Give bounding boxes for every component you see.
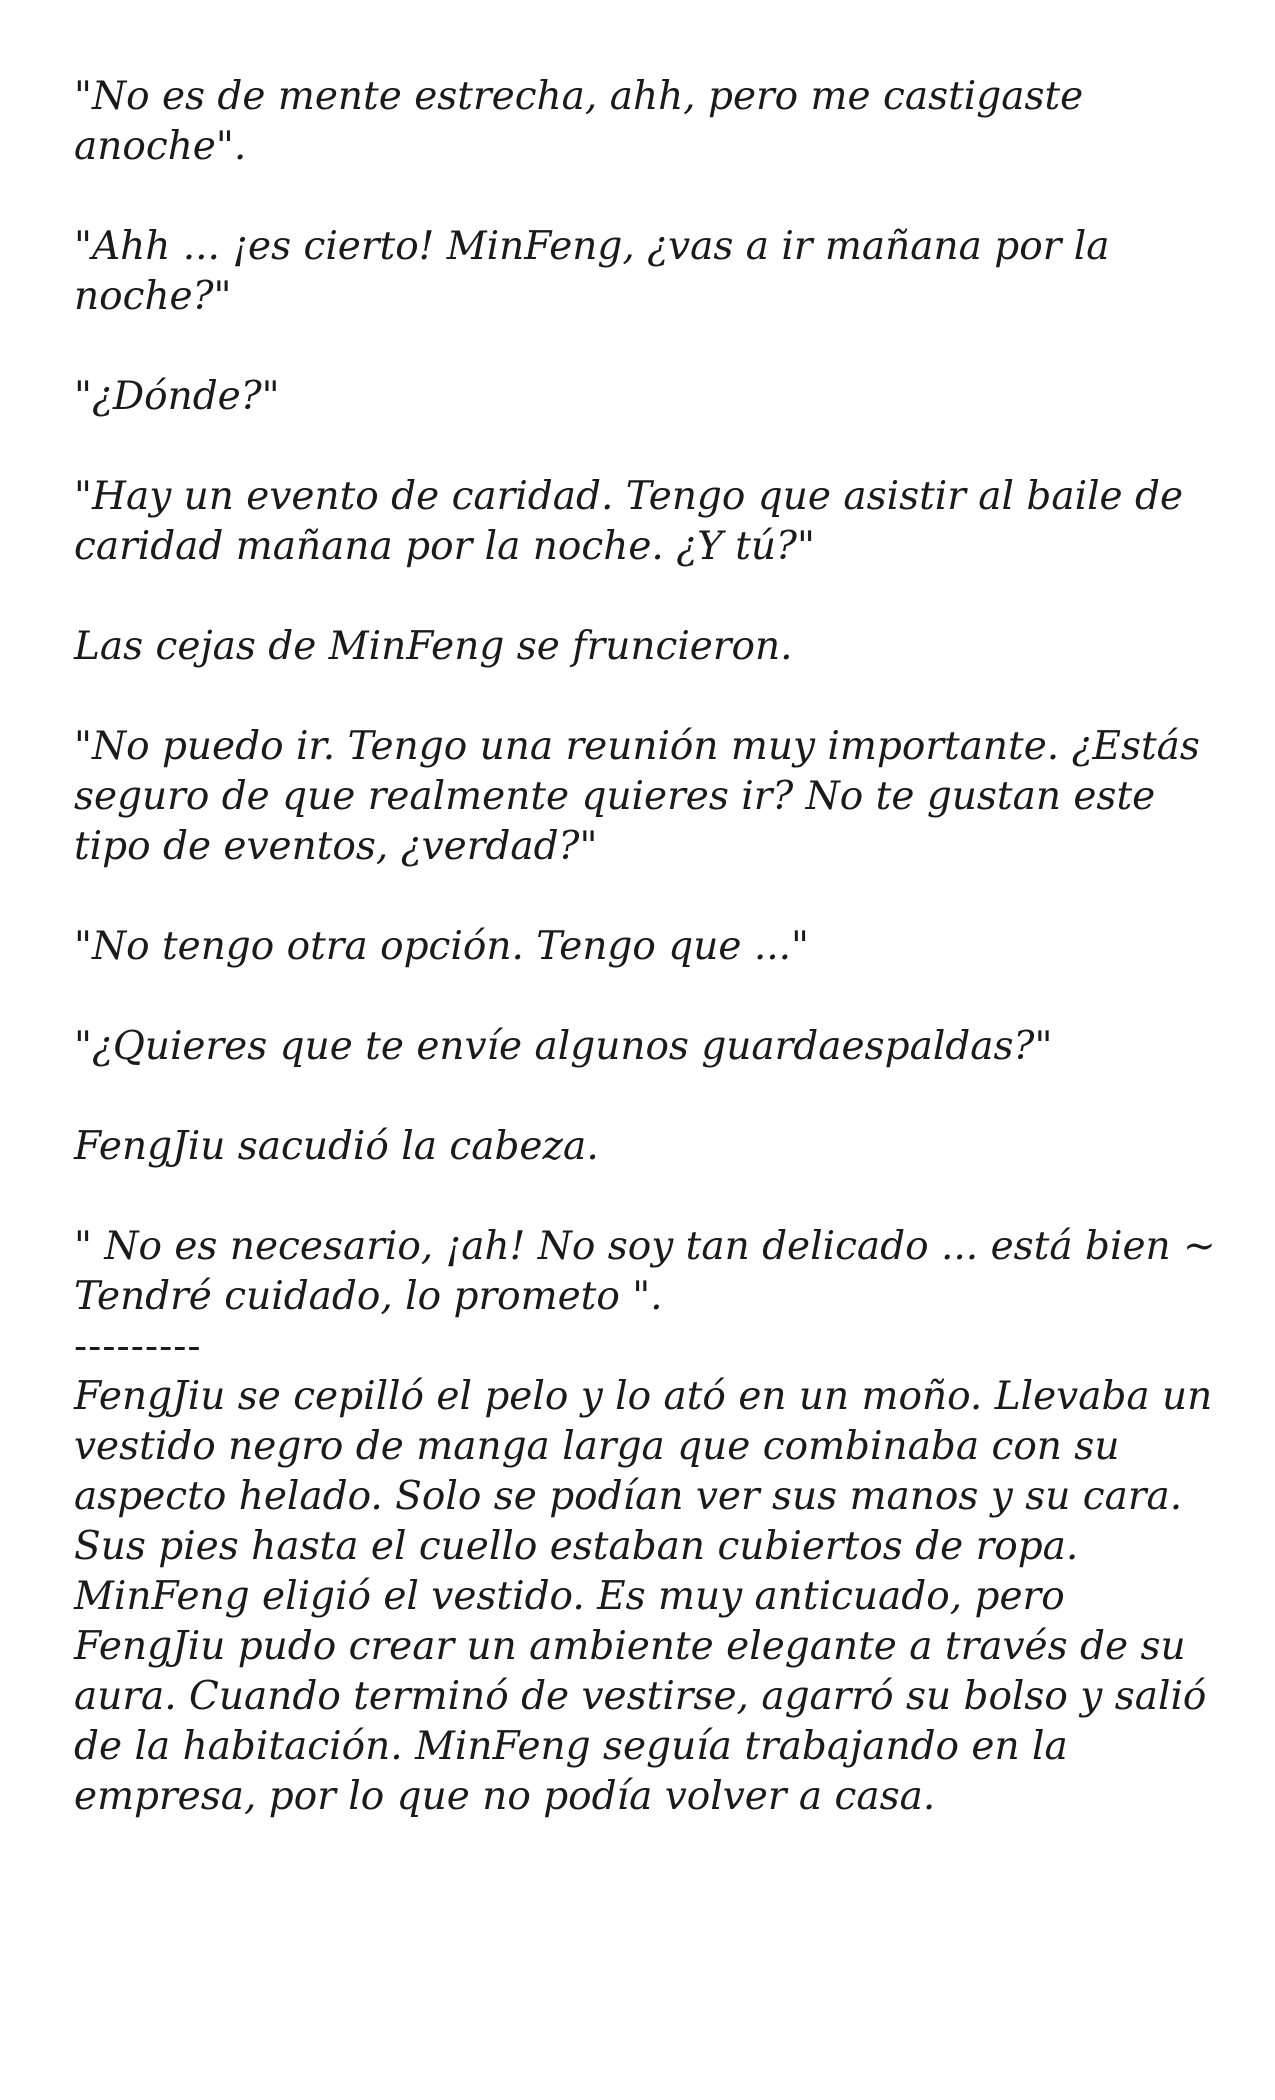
paragraph-10: " No es necesario, ¡ah! No soy tan delicado ... está bien ~ Tendré cuidado, lo prometo ". bbox=[74, 1224, 1216, 1319]
paragraph-3: "¿Dónde?" bbox=[74, 374, 280, 419]
document-page bbox=[74, 72, 1224, 1822]
section-separator: --------- bbox=[74, 1324, 202, 1369]
paragraph-7: "No tengo otra opción. Tengo que ..." bbox=[74, 924, 809, 969]
paragraph-8: "¿Quieres que te envíe algunos guardaespaldas?" bbox=[74, 1024, 1053, 1069]
paragraph-5: Las cejas de MinFeng se fruncieron. bbox=[74, 624, 793, 669]
paragraph-9: FengJiu sacudió la cabeza. bbox=[74, 1124, 599, 1169]
paragraph-1: "No es de mente estrecha, ahh, pero me castigaste anoche". bbox=[74, 74, 1084, 169]
paragraph-6: "No puedo ir. Tengo una reunión muy importante. ¿Estás seguro de que realmente quieres ir? No te gustan este tipo de eventos, ¿verdad?" bbox=[74, 724, 1200, 869]
paragraph-4: "Hay un evento de caridad. Tengo que asistir al baile de caridad mañana por la noche. ¿Y tú?" bbox=[74, 474, 1184, 569]
final-paragraph: FengJiu se cepilló el pelo y lo ató en un moño. Llevaba un vestido negro de manga larga que combinaba con su aspecto helado. Solo se podían ver sus manos y su cara. Sus pies hasta el cuello estaban cubiertos de ropa. MinFeng eligió el vestido. Es muy anticuado, pero FengJiu pudo crear un ambiente elegante a través de su aura. Cuando terminó de vestirse, agarró su bolso y salió de la habitación. MinFeng seguía trabajando en la empresa, por lo que no podía volver a casa. bbox=[74, 1374, 1213, 1819]
paragraph-2: "Ahh ... ¡es cierto! MinFeng, ¿vas a ir mañana por la noche?" bbox=[74, 224, 1110, 319]
